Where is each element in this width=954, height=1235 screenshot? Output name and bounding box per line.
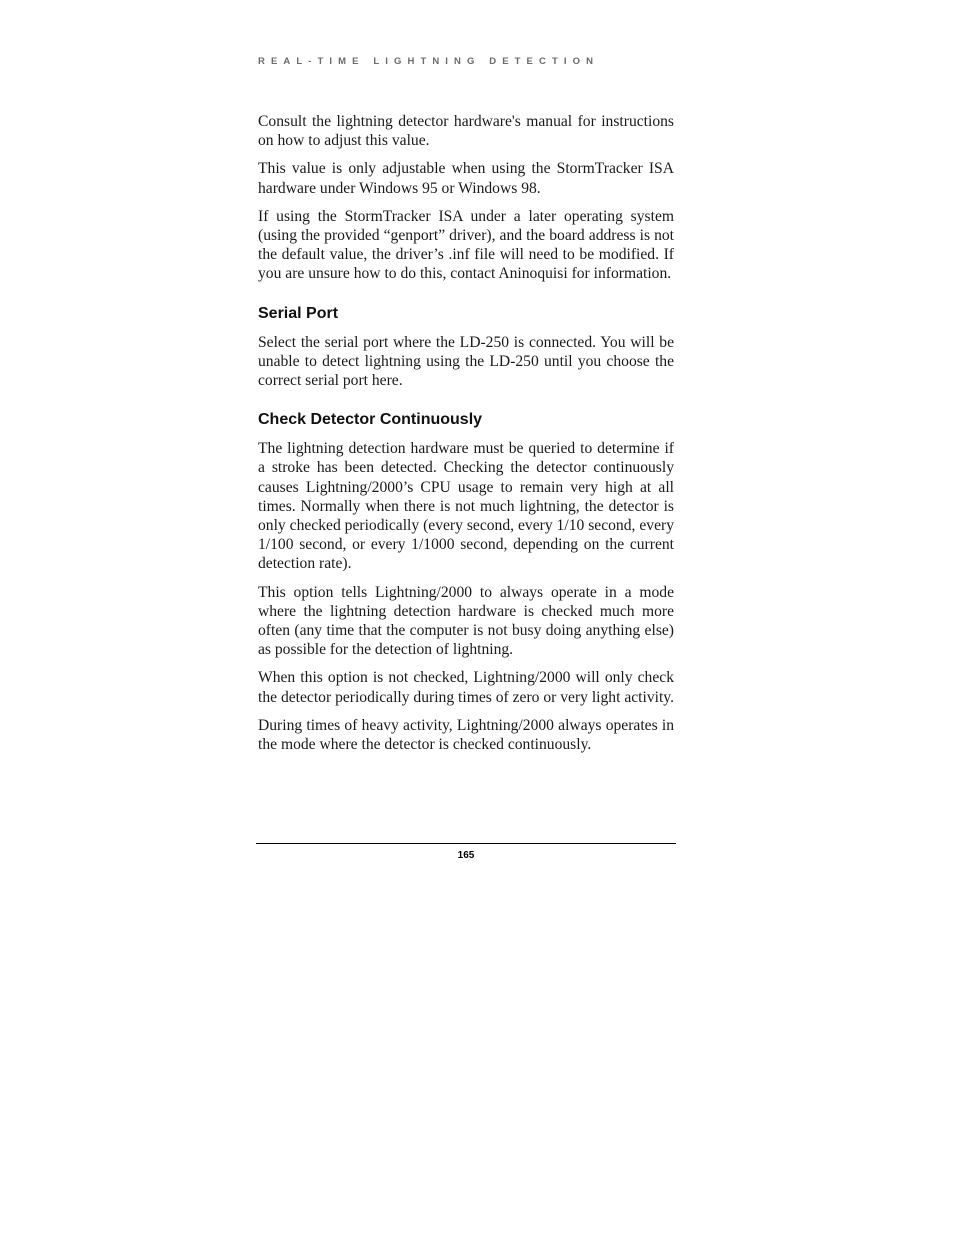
body-paragraph: The lightning detection hardware must be queried to determine if a stroke has been detected. Checking the detector continuously causes Lightning/2000’s CPU usage to remain very high at all times. Normally when there is not much lightning, the detector is only checked periodically (every second, every 1/10 second, every 1/100 second, or every 1/1000 second, depending on the current detection rate). — [258, 440, 674, 573]
body-paragraph: This value is only adjustable when using the StormTracker ISA hardware under Windows 95 or Windows 98. — [258, 160, 674, 197]
body-paragraph: Select the serial port where the LD-250 is connected. You will be unable to detect lightning using the LD-250 until you choose the correct serial port here. — [258, 333, 674, 390]
section-heading-check-detector: Check Detector Continuously — [258, 411, 483, 429]
running-header: REAL-TIME LIGHTNING DETECTION — [258, 56, 600, 67]
footer-rule — [256, 843, 676, 844]
section-heading-serial-port: Serial Port — [258, 304, 339, 322]
body-paragraph: This option tells Lightning/2000 to always operate in a mode where the lightning detection hardware is checked much more often (any time that the computer is not busy doing anything else) as possible for the detection of lightning. — [258, 583, 674, 659]
body-paragraph: Consult the lightning detector hardware's manual for instructions on how to adjust this value. — [258, 113, 674, 150]
body-paragraph: If using the StormTracker ISA under a later operating system (using the provided “genport” driver), and the board address is not the default value, the driver’s .inf file will need to be modified. If you are unsure how to do this, contact Aninoquisi for information. — [258, 207, 674, 283]
body-paragraph: During times of heavy activity, Lightning/2000 always operates in the mode where the detector is checked continuously. — [258, 716, 674, 754]
page-number: 165 — [457, 850, 475, 861]
body-paragraph: When this option is not checked, Lightning/2000 will only check the detector periodically during times of zero or very light activity. — [258, 669, 674, 706]
page-body — [258, 112, 674, 763]
